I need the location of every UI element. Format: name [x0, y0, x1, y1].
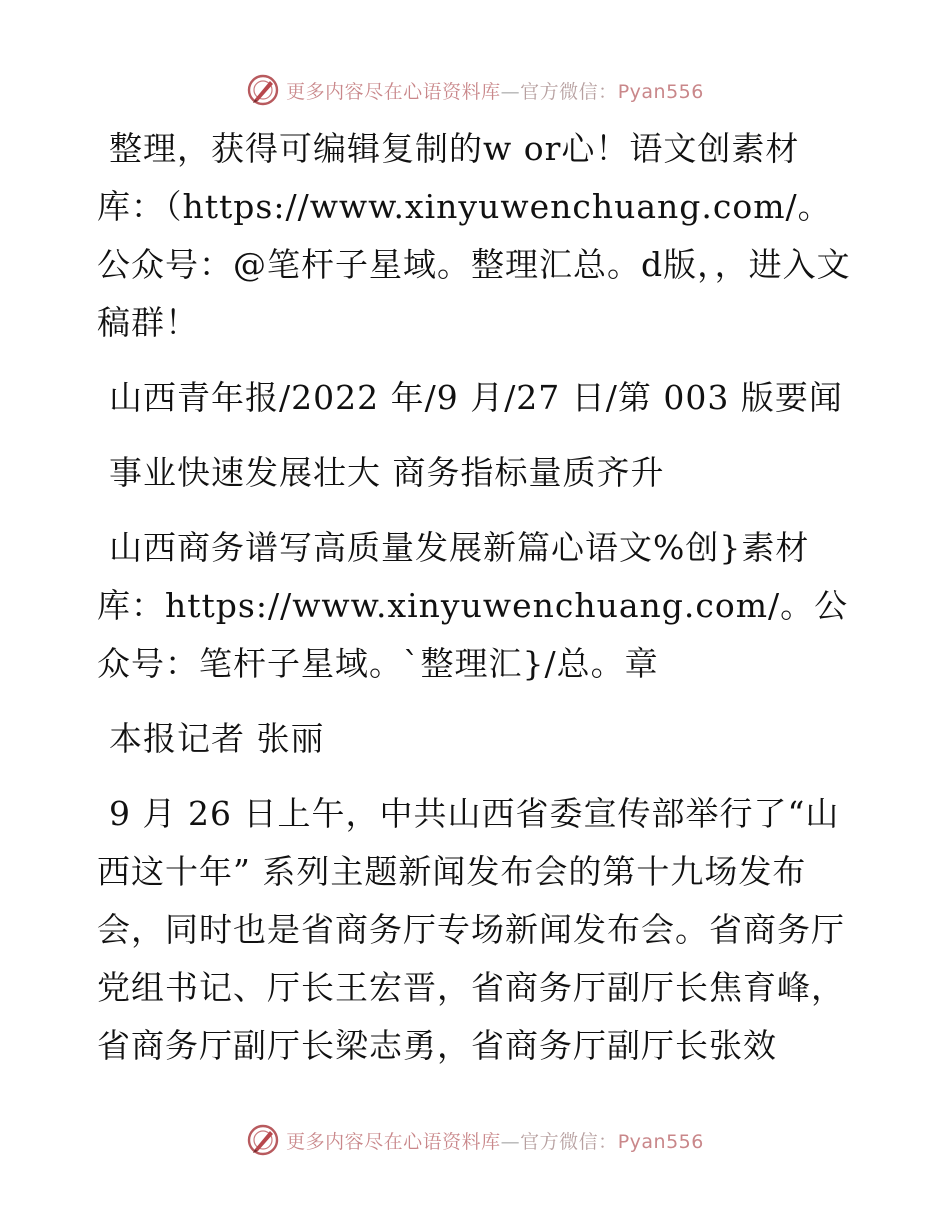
paragraph-byline: 本报记者 张丽 — [109, 719, 325, 758]
watermark-dash: — — [500, 80, 521, 103]
paragraph-subheadline: 山西商务谱写高质量发展新篇心语文%创}素材库：https://www.xinyuwenchuang.com/。公众号：笔杆子星域。`整理汇}/总。章 — [97, 528, 849, 683]
watermark-wechat-id: Pyan556 — [617, 80, 704, 103]
watermark-wechat-id: Pyan556 — [617, 1130, 704, 1153]
quill-logo-icon — [246, 73, 280, 107]
quill-logo-icon — [246, 1123, 280, 1157]
document-body — [97, 120, 857, 1092]
paragraph-headline: 事业快速发展壮大 商务指标量质齐升 — [109, 453, 665, 492]
paragraph-intro: 整理，获得可编辑复制的w or心！语文创素材库：（https://www.xinyuwenchuang.com/。公众号：@笔杆子星域。整理汇总。d版，，进入文稿群！ — [97, 129, 851, 342]
watermark-group — [246, 73, 704, 107]
footer-watermark — [0, 1120, 950, 1160]
watermark-dash: — — [500, 1130, 521, 1153]
watermark-text — [286, 77, 704, 104]
paragraph-article: 9 月 26 日上午，中共山西省委宣传部举行了“山西这十年” 系列主题新闻发布会的第十九场发布会，同时也是省商务厅专场新闻发布会。省商务厅党组书记、厅长王宏晋，省商务厅副厅长焦育峰，省商务厅副厅长梁志勇，省商务厅副厅长张效 — [97, 794, 845, 1065]
watermark-brand: 更多内容尽在心语资料库 — [286, 1130, 501, 1153]
watermark-text — [286, 1127, 704, 1154]
paragraph-source: 山西青年报/2022 年/9 月/27 日/第 003 版要闻 — [109, 378, 843, 417]
watermark-group — [246, 1123, 704, 1157]
watermark-brand: 更多内容尽在心语资料库 — [286, 80, 501, 103]
watermark-wechat-label: 官方微信： — [520, 80, 618, 103]
watermark-wechat-label: 官方微信： — [520, 1130, 618, 1153]
header-watermark — [0, 70, 950, 110]
